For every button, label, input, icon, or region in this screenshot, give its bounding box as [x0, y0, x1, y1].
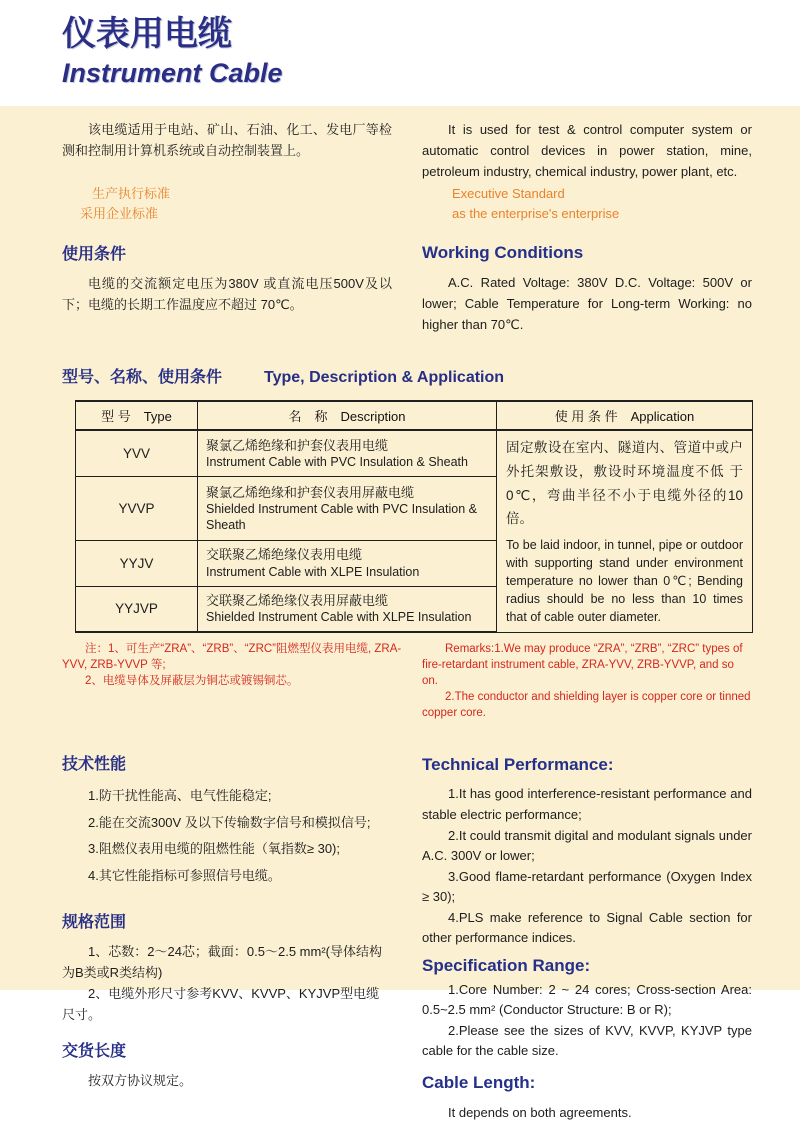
- desc-cn: 聚氯乙烯绝缘和护套仪表用屏蔽电缆: [206, 484, 488, 502]
- desc-cn: 交联聚乙烯绝缘仪表用屏蔽电缆: [206, 592, 488, 610]
- length-body-cn: 按双方协议规定。: [62, 1071, 392, 1092]
- technical-heading-cn: 技术性能: [62, 754, 392, 776]
- intro-paragraph-cn: 该电缆适用于电站、矿山、石油、化工、发电厂等检测和控制用计算机系统或自动控制装置上。: [62, 120, 392, 184]
- specification-item-cn: 1、芯数：2～24芯；截面：0.5～2.5 mm²(导体结构为B类或R类结构): [62, 941, 392, 983]
- technical-item-en: 4.PLS make reference to Signal Cable section for other performance indices.: [422, 908, 752, 949]
- desc-en: Shielded Instrument Cable with XLPE Insulation: [206, 609, 488, 625]
- desc-cn: 交联聚乙烯绝缘仪表用电缆: [206, 546, 488, 564]
- remarks-en: [422, 641, 752, 721]
- type-table: [75, 400, 753, 633]
- application-cell: [497, 430, 753, 632]
- working-conditions-body-en: A.C. Rated Voltage: 380V D.C. Voltage: 500V or lower; Cable Temperature for Long-term Working: no higher than 70℃.: [422, 273, 752, 335]
- standards-cn: [62, 184, 392, 224]
- type-cell-yyjvp: YYJVP: [76, 586, 198, 632]
- technical-item-en: 3.Good flame-retardant performance (Oxygen Index ≥ 30);: [422, 867, 752, 908]
- type-cell-yyjv: YYJV: [76, 541, 198, 586]
- remark-cn-1: 注：1、可生产“ZRA”、“ZRB”、“ZRC”阻燃型仪表用电缆, ZRA-YVV, ZRB-YVVP 等;: [62, 641, 414, 673]
- technical-item-cn: 4.其它性能指标可参照信号电缆。: [62, 863, 392, 890]
- working-conditions-heading-en: Working Conditions: [422, 242, 752, 265]
- document-body: [0, 106, 800, 990]
- length-heading-cn: 交货长度: [62, 1041, 392, 1063]
- specification-item-en: 1.Core Number: 2 ~ 24 cores; Cross-section Area: 0.5~2.5 mm² (Conductor Structure: B or R);: [422, 980, 752, 1021]
- type-table-header-description: 名 称 Description: [198, 401, 497, 430]
- standards-en: [422, 184, 752, 224]
- working-conditions-body-cn: 电缆的交流额定电压为380V 或直流电压500V及以下；电缆的长期工作温度应不超过 70℃。: [62, 274, 392, 316]
- intro-column-en: [422, 120, 752, 336]
- intro-column-cn: [62, 120, 392, 336]
- technical-item-cn: 2.能在交流300V 及以下传输数字信号和模拟信号;: [62, 810, 392, 837]
- type-cell-yvvp: YVVP: [76, 476, 198, 540]
- desc-en: Shielded Instrument Cable with PVC Insulation & Sheath: [206, 501, 488, 534]
- technical-list-en: [422, 784, 752, 948]
- specification-item-en: 2.Please see the sizes of KVV, KVVP, KYJVP type cable for the cable size.: [422, 1021, 752, 1062]
- type-section-title: [62, 368, 752, 389]
- table-row: [76, 430, 753, 476]
- remarks-section: [62, 641, 752, 721]
- type-table-header-type: 型 号 Type: [76, 401, 198, 430]
- intro-paragraph-en: It is used for test & control computer system or automatic control devices in power station, mine, petroleum industry, chemical industry, power plant, etc.: [422, 120, 752, 184]
- length-heading-en: Cable Length:: [422, 1072, 752, 1095]
- standard-line-en-1: Executive Standard: [422, 184, 752, 204]
- type-table-header-row: [76, 401, 753, 430]
- working-conditions-heading-cn: 使用条件: [62, 244, 392, 266]
- specification-list-cn: [62, 941, 392, 1025]
- remark-en-1: Remarks:1.We may produce “ZRA”, “ZRB”, “ZRC” types of fire-retardant instrument cable, ZRA-YVV, ZRB-YVVP, and so on.: [422, 641, 752, 689]
- intro-section: [62, 120, 752, 336]
- desc-cell-yvv: [198, 430, 497, 476]
- type-cell-yvv: YVV: [76, 430, 198, 476]
- technical-list-cn: [62, 783, 392, 890]
- page-header: [0, 0, 800, 106]
- page-title-cn: 仪表用电缆: [62, 14, 800, 55]
- technical-item-en: 1.It has good interference-resistant performance and stable electric performance;: [422, 784, 752, 825]
- page-title-en: Instrument Cable: [62, 59, 800, 89]
- specification-list-en: [422, 980, 752, 1062]
- specification-heading-cn: 规格范围: [62, 912, 392, 934]
- technical-heading-en: Technical Performance:: [422, 754, 752, 777]
- technical-item-cn: 1.防干扰性能高、电气性能稳定;: [62, 783, 392, 810]
- remarks-cn: [62, 641, 414, 721]
- details-column-cn: [62, 754, 392, 1123]
- technical-item-cn: 3.阻燃仪表用电缆的阻燃性能（氧指数≥ 30);: [62, 836, 392, 863]
- desc-en: Instrument Cable with PVC Insulation & Sheath: [206, 454, 488, 470]
- technical-item-en: 2.It could transmit digital and modulant signals under A.C. 300V or lower;: [422, 826, 752, 867]
- standard-line-cn-2: 采用企业标准: [62, 204, 392, 224]
- application-en: To be laid indoor, in tunnel, pipe or outdoor with supporting stand under environment temperature no lower than 0℃; Bending radius should be no less than 10 times that of cable outer diameter.: [506, 536, 743, 627]
- length-body-en: It depends on both agreements.: [422, 1103, 752, 1123]
- details-column-en: [422, 754, 752, 1123]
- desc-en: Instrument Cable with XLPE Insulation: [206, 564, 488, 580]
- desc-cn: 聚氯乙烯绝缘和护套仪表用电缆: [206, 437, 488, 455]
- desc-cell-yyjv: [198, 541, 497, 586]
- specification-heading-en: Specification Range:: [422, 955, 752, 978]
- application-cn: 固定敷设在室内、隧道内、管道中或户外托架敷设，敷设时环境温度不低 于0℃，弯曲半径不小于电缆外径的10 倍。: [506, 436, 743, 531]
- standard-line-cn-1: 生产执行标准: [62, 184, 392, 204]
- desc-cell-yyjvp: [198, 586, 497, 632]
- type-section-title-en: Type, Description & Application: [264, 369, 504, 386]
- type-table-header-application: 使 用 条 件 Application: [497, 401, 753, 430]
- remark-en-2: 2.The conductor and shielding layer is copper core or tinned copper core.: [422, 689, 752, 721]
- specification-item-cn: 2、电缆外形尺寸参考KVV、KVVP、KYJVP型电缆尺寸。: [62, 983, 392, 1025]
- desc-cell-yvvp: [198, 476, 497, 540]
- remark-cn-2: 2、电缆导体及屏蔽层为铜芯或镀锡铜芯。: [62, 673, 414, 689]
- type-section-title-cn: 型号、名称、使用条件: [62, 369, 222, 386]
- standard-line-en-2: as the enterprise's enterprise: [422, 204, 752, 224]
- details-section: [62, 754, 752, 1123]
